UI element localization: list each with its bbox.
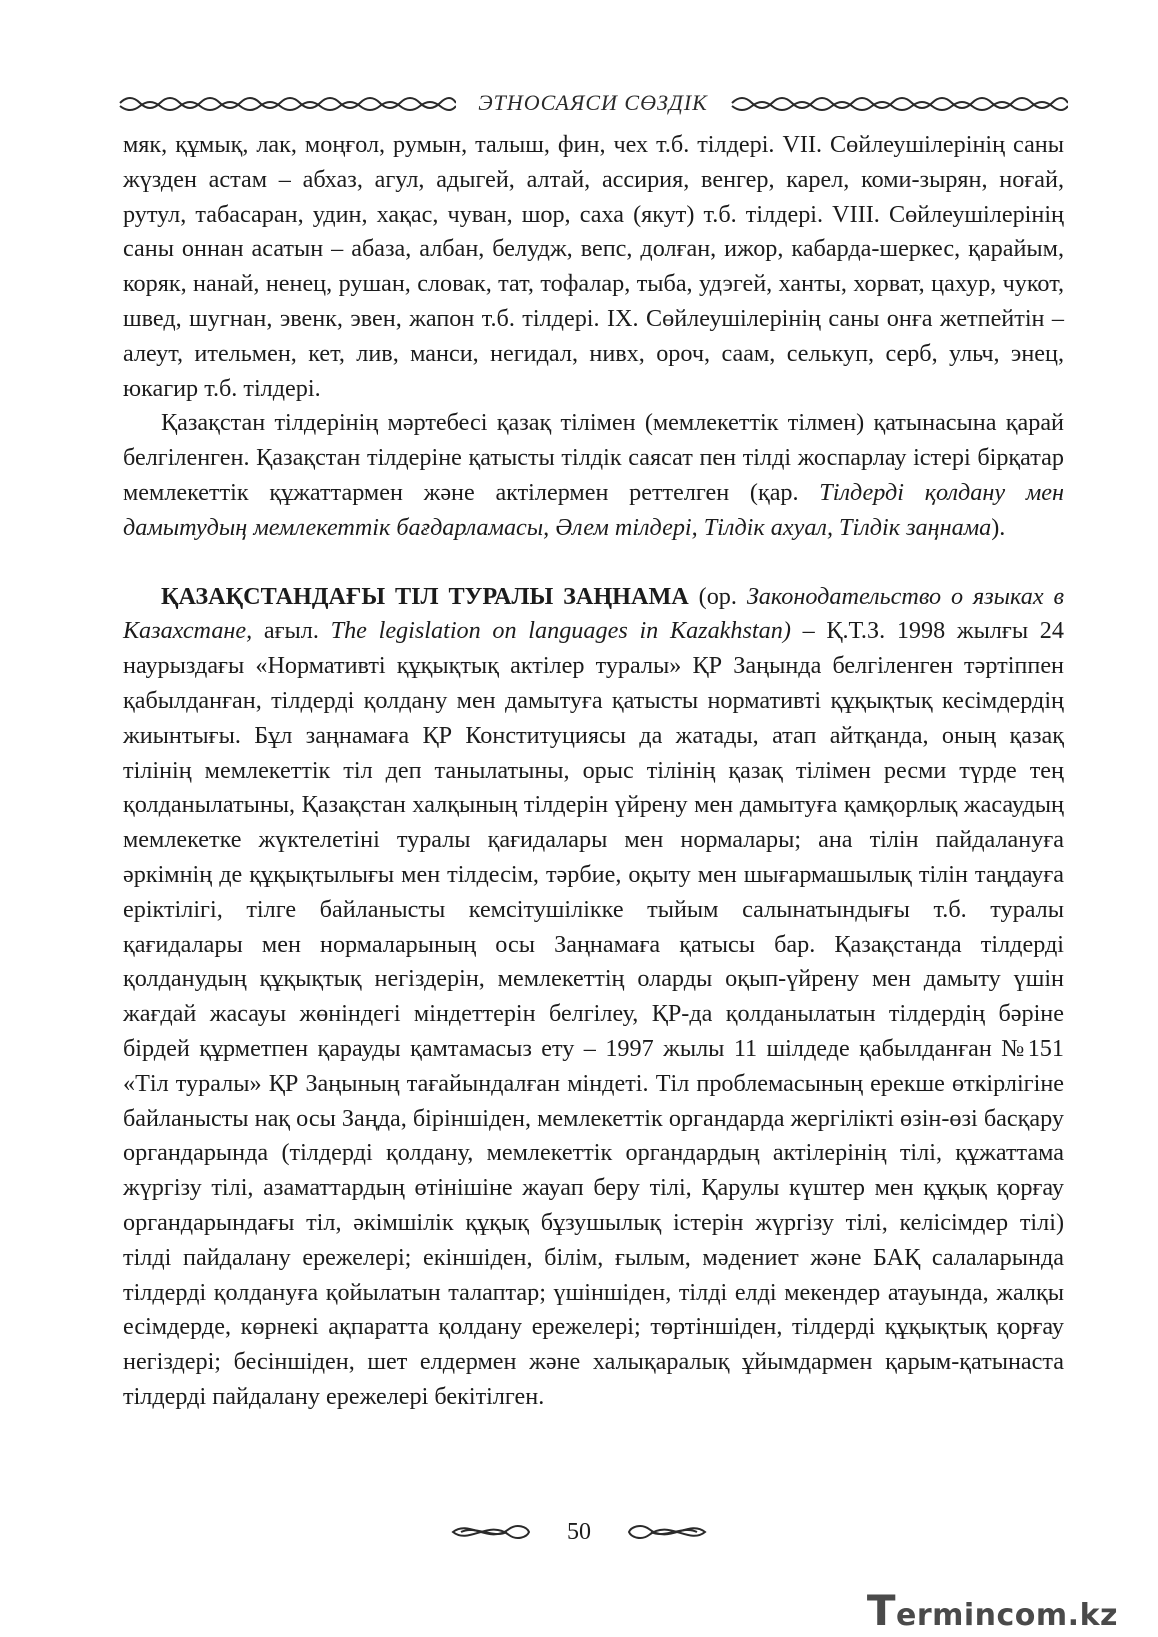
page-body <box>123 128 1064 1415</box>
wave-ornament-icon <box>730 92 1068 114</box>
entry-english-term: The legislation on languages in Kazakhstan) <box>330 617 791 645</box>
running-header-title: ЭТНОСАЯСИ СӨЗДІК <box>478 90 708 115</box>
entry-ru-prefix: (ор. <box>688 582 747 610</box>
swirl-ornament-icon <box>449 1517 533 1547</box>
entry-term: ҚАЗАҚСТАНДАҒЫ ТІЛ ТУРАЛЫ ЗАҢНАМА <box>161 582 689 610</box>
swirl-ornament-icon <box>625 1517 709 1547</box>
entry-en-prefix: ағыл. <box>252 617 331 645</box>
watermark-initial: T <box>866 1586 896 1635</box>
entry-russian-term: Законодательство о языках в Казахстане, <box>123 582 1064 645</box>
wave-ornament-icon <box>118 92 456 114</box>
dictionary-entry <box>123 580 1064 1415</box>
continued-paragraph: мяк, құмық, лак, моңғол, румын, талыш, фин, чех т.б. тілдері. VII. Сөйлеушілерінің саны жүзден астам – абхаз, агул, адыгей, алтай, ассирия, венгер, карел, коми-зырян, ноғай, рутул, табасаран, удин, хақас, чуван, шор, саха (якут) т.б. тілдері. VIII. Сөйлеушілерінің саны оннан асатын – абаза, албан, белудж, вепс, долған, ижор, кабарда-шеркес, қарайым, коряк, нанай, ненец, рушан, словак, тат, тофалар, тыба, удэгей, ханты, хорват, цахур, чукот, швед, шугнан, эвенк, эвен, жапон т.б. тілдері. IX. Сөйлеушілерінің саны онға жетпейтін – алеут, ительмен, кет, лив, манси, негидал, нивх, ороч, саам, селькуп, серб, ульч, энец, юкагир т.б. тілдері. <box>123 131 1064 402</box>
paragraph-closing: ). <box>991 513 1006 541</box>
status-paragraph <box>123 406 1064 545</box>
site-watermark <box>867 1586 1118 1635</box>
entry-definition: – Қ.Т.З. 1998 жылғы 24 наурыздағы «Нормативті құқықтық актілер туралы» ҚР Заңында белгіленген тәртіппен қабылданған, тілдерді қолдану мен дамытуға қатысты нормативті құқықтық кесімдердің жиынтығы. Бұл заңнамаға ҚР Конституциясы да жатады, атап айтқанда, оның қазақ тілінің мемлекеттік тіл деп танылатыны, орыс тілінің қазақ тілімен ресми түрде тең қолданылатыны, Қазақстан халқының тілдерін үйрену мен дамытуға қамқорлық жасаудың мемлекетке жүктелетіні туралы қағидалары мен нормалары; ана тілін пайдалануға әркімнің де құқықтылығы мен тілдесім, тәрбие, оқыту мен шығармашылық тілін таңдауға еріктілігі, тілге байланысты кемсітушілікке тыйым салынатындығы т.б. туралы қағидалары мен нормаларының осы Заңнамаға қатысы бар. Қазақстанда тілдерді қолданудың құқықтық негіздерін, мемлекеттің оларды оқып-үйрену мен дамыту үшін жағдай жасауы жөніндегі міндеттерін белгілеу, ҚР-да қолданылатын тілдердің бәріне бірдей құрметпен қарауды қамтамасыз ету – 1997 жылы 11 шілдеде қабылданған №151 «Тіл туралы» ҚР Заңының тағайындалған міндеті. Тіл проблемасының ерекше өткірлігіне байланысты нақ осы Заңда, біріншіден, мемлекеттік органдарда жергілікті өзін-өзі басқару органдарында (тілдерді қолдану, мемлекеттік органдардың актілерінің тілі, құжаттама жүргізу тілі, азаматтардың өтінішіне жауап беру тілі, Қарулы күштер мен құқық қорғау органдарындағы тіл, әкімшілік құқық бұзушылық істерін жүргізу тілі, келісімдер тілі) тілді пайдалану ережелері; екіншіден, білім, ғылым, мәдениет және БАҚ салаларында тілдерді қолдануға қойылатын талаптар; үшіншіден, тілді елді мекендер атауында, жалқы есімдерде, көрнекі ақпаратта қолдану ережелері; төртіншіден, тілдерді құқықтық қорғау негіздері; бесіншіден, шет елдермен және халықаралық ұйымдармен қарым-қатынаста тілдерді пайдалану ережелері бекітілген. <box>123 617 1064 1410</box>
page-header <box>118 86 1068 120</box>
watermark-text: ermincom.kz <box>895 1598 1118 1633</box>
status-text: Қазақстан тілдерінің мәртебесі қазақ тілімен (мемлекеттік тілмен) қатынасына қарай белгіленген. Қазақстан тілдеріне қатысты тілдік саясат пен тілді жоспарлау істері бірқатар мемлекеттік құжаттармен және актілермен реттелген (қар. <box>123 409 1064 506</box>
page-number: 50 <box>567 1518 591 1545</box>
page-footer <box>0 1510 1158 1554</box>
cross-references: Тілдерді қолдану мен дамытудың мемлекеттік бағдарламасы, Әлем тілдері, Тілдік ахуал, Тілдік заңнама <box>123 478 1064 541</box>
